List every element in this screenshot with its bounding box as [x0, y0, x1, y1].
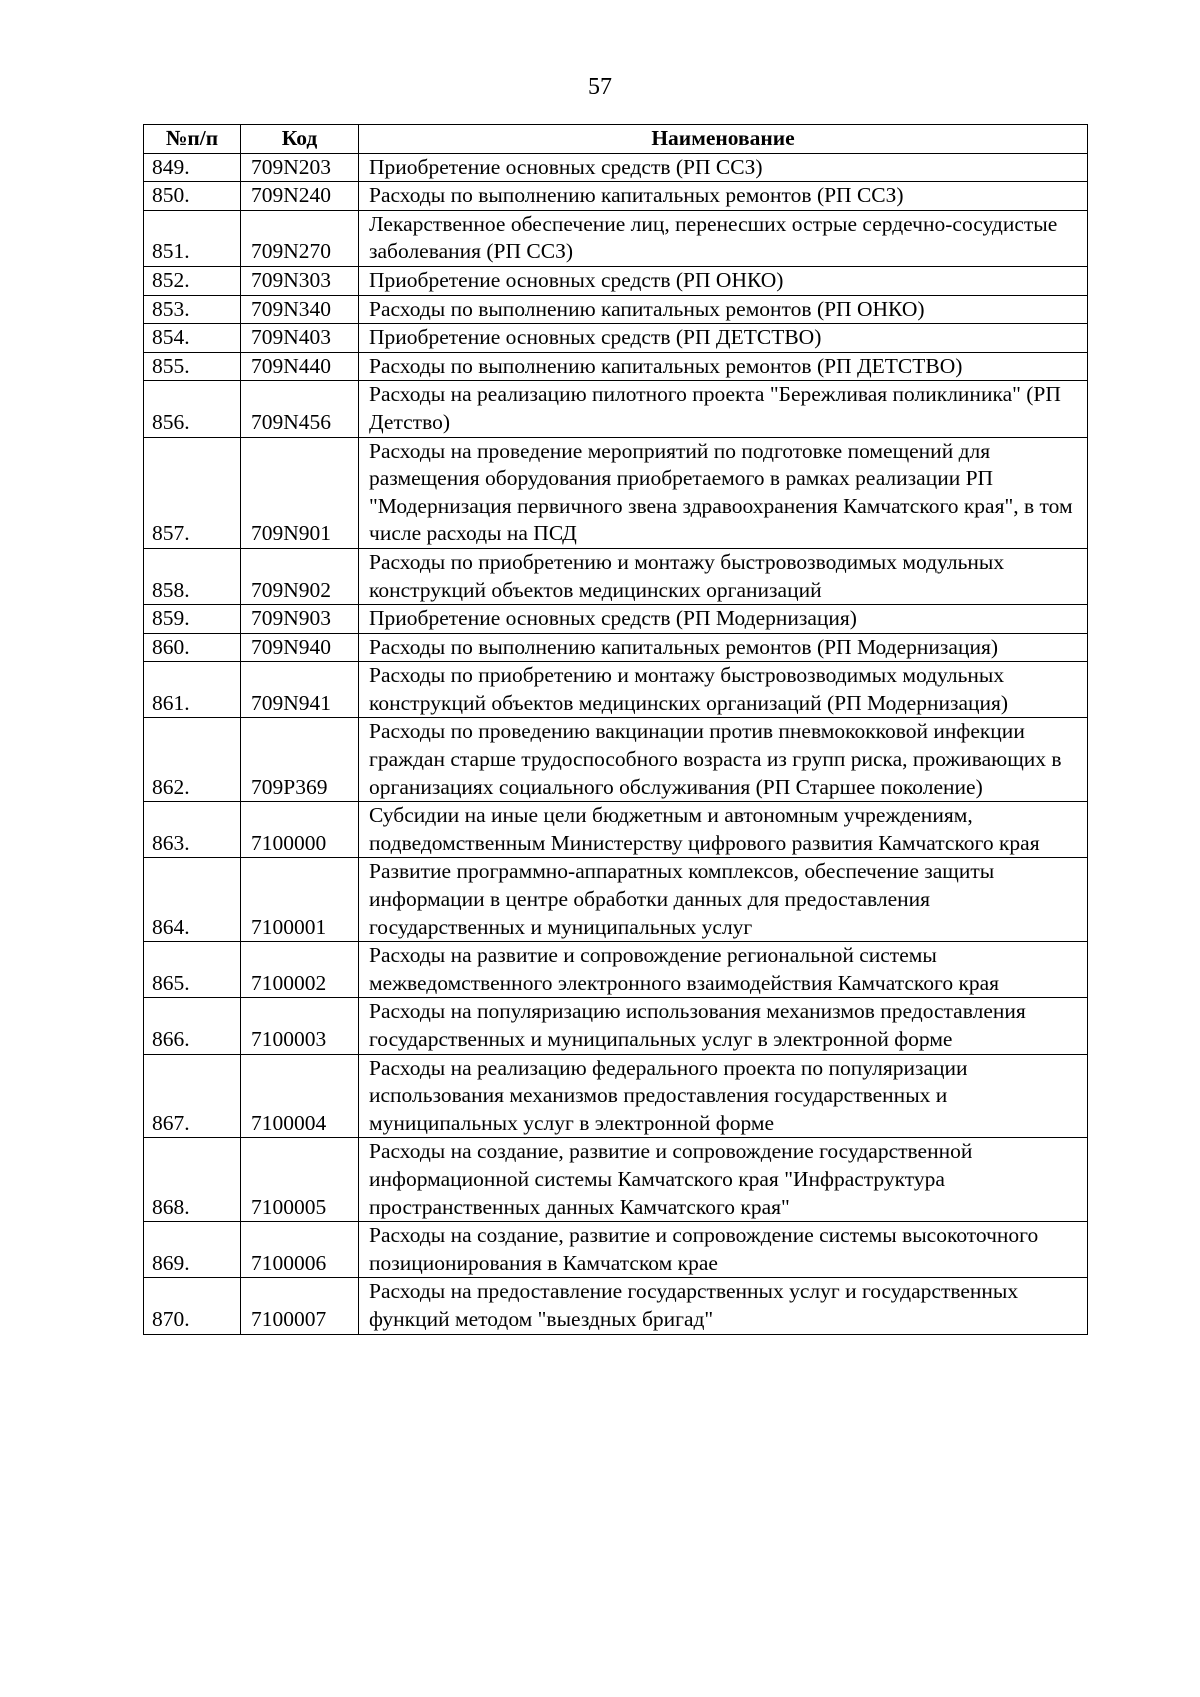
budget-code: 7100000 [241, 802, 359, 858]
item-name: Расходы по приобретению и монтажу быстровозводимых модульных конструкций объектов медицинских организаций (РП Модернизация) [359, 662, 1088, 718]
table-row [144, 324, 1088, 353]
row-number: 851. [144, 210, 241, 266]
item-name: Приобретение основных средств (РП Модернизация) [359, 605, 1088, 634]
table-row [144, 718, 1088, 802]
table-body [144, 153, 1088, 1334]
row-number: 850. [144, 182, 241, 211]
row-number: 868. [144, 1138, 241, 1222]
row-number: 853. [144, 295, 241, 324]
table-header-row [144, 125, 1088, 154]
item-name: Расходы по выполнению капитальных ремонтов (РП ССЗ) [359, 182, 1088, 211]
item-name: Субсидии на иные цели бюджетным и автономным учреждениям, подведомственным Министерству цифрового развития Камчатского края [359, 802, 1088, 858]
table-row [144, 605, 1088, 634]
budget-code: 709N403 [241, 324, 359, 353]
budget-code: 7100007 [241, 1278, 359, 1334]
item-name: Расходы по приобретению и монтажу быстровозводимых модульных конструкций объектов медицинских организаций [359, 548, 1088, 604]
row-number: 866. [144, 998, 241, 1054]
budget-code: 709N941 [241, 662, 359, 718]
budget-code: 7100001 [241, 858, 359, 942]
column-header-name: Наименование [359, 125, 1088, 154]
row-number: 858. [144, 548, 241, 604]
table-row [144, 548, 1088, 604]
table-row [144, 437, 1088, 548]
budget-code: 709N303 [241, 266, 359, 295]
item-name: Расходы по проведению вакцинации против пневмококковой инфекции граждан старше трудоспособного возраста из групп риска, проживающих в организациях социального обслуживания (РП Старшее поколение) [359, 718, 1088, 802]
budget-code: 709N940 [241, 633, 359, 662]
table-row [144, 662, 1088, 718]
item-name: Расходы по выполнению капитальных ремонтов (РП Модернизация) [359, 633, 1088, 662]
budget-code: 709N340 [241, 295, 359, 324]
row-number: 852. [144, 266, 241, 295]
budget-code: 709N203 [241, 153, 359, 182]
budget-code: 709N456 [241, 381, 359, 437]
table-row [144, 633, 1088, 662]
row-number: 857. [144, 437, 241, 548]
table-row [144, 381, 1088, 437]
item-name: Приобретение основных средств (РП ДЕТСТВО) [359, 324, 1088, 353]
budget-code: 7100003 [241, 998, 359, 1054]
table-row [144, 802, 1088, 858]
budget-code: 7100004 [241, 1054, 359, 1138]
item-name: Расходы на создание, развитие и сопровождение системы высокоточного позиционирования в Камчатском крае [359, 1222, 1088, 1278]
budget-code: 709N270 [241, 210, 359, 266]
item-name: Приобретение основных средств (РП ССЗ) [359, 153, 1088, 182]
item-name: Развитие программно-аппаратных комплексов, обеспечение защиты информации в центре обработки данных для предоставления государственных и муниципальных услуг [359, 858, 1088, 942]
budget-code: 709N902 [241, 548, 359, 604]
item-name: Расходы на реализацию федерального проекта по популяризации использования механизмов предоставления государственных и муниципальных услуг в электронной форме [359, 1054, 1088, 1138]
row-number: 870. [144, 1278, 241, 1334]
row-number: 862. [144, 718, 241, 802]
table-row [144, 182, 1088, 211]
budget-code: 7100002 [241, 942, 359, 998]
table-row [144, 153, 1088, 182]
item-name: Лекарственное обеспечение лиц, перенесших острые сердечно-сосудистые заболевания (РП ССЗ) [359, 210, 1088, 266]
row-number: 854. [144, 324, 241, 353]
table-row [144, 352, 1088, 381]
row-number: 859. [144, 605, 241, 634]
budget-code: 709N440 [241, 352, 359, 381]
budget-code: 709N903 [241, 605, 359, 634]
table-row [144, 858, 1088, 942]
item-name: Расходы на развитие и сопровождение региональной системы межведомственного электронного взаимодействия Камчатского края [359, 942, 1088, 998]
budget-code: 7100006 [241, 1222, 359, 1278]
item-name: Расходы на реализацию пилотного проекта "Бережливая поликлиника" (РП Детство) [359, 381, 1088, 437]
row-number: 855. [144, 352, 241, 381]
row-number: 861. [144, 662, 241, 718]
item-name: Расходы на популяризацию использования механизмов предоставления государственных и муниципальных услуг в электронной форме [359, 998, 1088, 1054]
budget-code: 709P369 [241, 718, 359, 802]
row-number: 856. [144, 381, 241, 437]
column-header-number: №п/п [144, 125, 241, 154]
page-number: 57 [588, 74, 612, 100]
table-row [144, 942, 1088, 998]
row-number: 867. [144, 1054, 241, 1138]
table-row [144, 1278, 1088, 1334]
row-number: 865. [144, 942, 241, 998]
item-name: Расходы на проведение мероприятий по подготовке помещений для размещения оборудования приобретаемого в рамках реализации РП "Модернизация первичного звена здравоохранения Камчатского края", в том числе расходы на ПСД [359, 437, 1088, 548]
item-name: Расходы на предоставление государственных услуг и государственных функций методом "выездных бригад" [359, 1278, 1088, 1334]
item-name: Приобретение основных средств (РП ОНКО) [359, 266, 1088, 295]
column-header-code: Код [241, 125, 359, 154]
table-row [144, 295, 1088, 324]
budget-code: 709N240 [241, 182, 359, 211]
table-row [144, 1222, 1088, 1278]
table-row [144, 1054, 1088, 1138]
table-row [144, 998, 1088, 1054]
budget-code: 7100005 [241, 1138, 359, 1222]
item-name: Расходы по выполнению капитальных ремонтов (РП ДЕТСТВО) [359, 352, 1088, 381]
budget-code: 709N901 [241, 437, 359, 548]
item-name: Расходы на создание, развитие и сопровождение государственной информационной системы Камчатского края "Инфраструктура пространственных данных Камчатского края" [359, 1138, 1088, 1222]
row-number: 864. [144, 858, 241, 942]
row-number: 863. [144, 802, 241, 858]
table-row [144, 1138, 1088, 1222]
row-number: 849. [144, 153, 241, 182]
row-number: 869. [144, 1222, 241, 1278]
budget-code-table [143, 124, 1088, 1335]
row-number: 860. [144, 633, 241, 662]
table-row [144, 266, 1088, 295]
item-name: Расходы по выполнению капитальных ремонтов (РП ОНКО) [359, 295, 1088, 324]
table-row [144, 210, 1088, 266]
